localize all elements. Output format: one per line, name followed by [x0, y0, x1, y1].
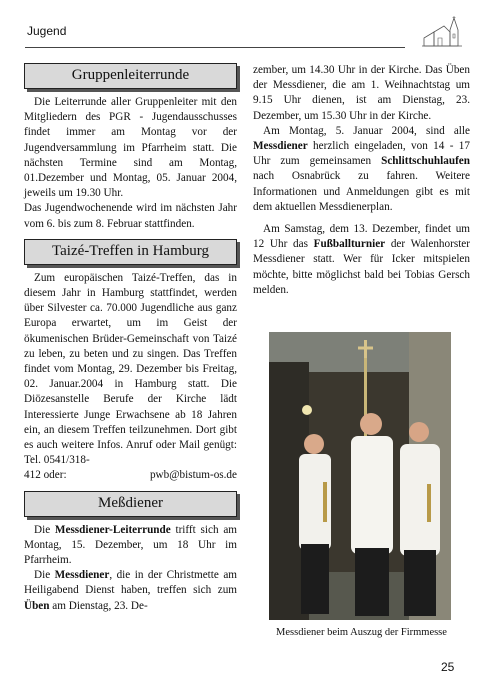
- paragraph: Die Leiterrunde aller Gruppenleiter mit den Mitgliedern des PGR - Jugendausschusses findet immer am Montag vor der Jugendversammlung im Pfarrheim statt. Die nächsten Termine sind am Montag, 01.Dezember und Montag, 05. Januar 2004, jeweils um 19.30 Uhr.: [24, 96, 237, 200]
- paragraph: Zum europäischen Taizé-Treffen, das in diesem Jahr in Hamburg stattfindet, werden über Silvester ca. 70.000 Jugendliche aus ganz Europa erwartet, um im Geist der ökumenischen Brüder-Gemeinschaft von Taizé zu leben, zu beten und zu singen. Das Treffen findet vom Montag, 29. Dezember bis Freitag, 02. Januar.2004 in Hamburg statt. Die Diözesanstelle Berufe der Kirche lädt Interessierte Junge Erwachsene ab 18 Jahren ein, an diesem Treffen teilzunehmen. Dort gibt es auch weitere Infos. Anruf oder Mail genügt: Tel. 0541/318-: [24, 271, 237, 467]
- section-heading-taize: Taizé-Treffen in Hamburg: [24, 239, 237, 265]
- right-column: [253, 63, 470, 298]
- church-logo-icon: [420, 16, 464, 50]
- bold-term: Üben: [24, 599, 50, 612]
- paragraph: Die Messdiener-Leiterrunde trifft sich am Montag, 15. Dezember, um 18 Uhr im Pfarrheim.: [24, 523, 237, 567]
- bold-term: Messdiener-Leiterrunde: [54, 523, 171, 536]
- bold-term: Schlittschuhlaufen: [381, 155, 470, 168]
- contact-line: [24, 468, 237, 483]
- paragraph: zember, um 14.30 Uhr in der Kirche. Das Üben der Messdiener, die am 1. Weihnachtstag um 9.15 Uhr dienen, ist am Dienstag, 23. Dezember, um 15.30 Uhr in der Kirche.: [253, 64, 470, 122]
- paragraph: Am Montag, 5. Januar 2004, sind alle Messdiener herzlich eingeladen, von 14 - 17 Uhr zum gemeinsamen Schlittschuhlaufen nach Osnabrück zu fahren. Weitere Informationen und Anmeldungen gibt es mit dem aktuellen Messdienerplan.: [253, 124, 470, 213]
- section-heading-gruppenleiterrunde: Gruppenleiterrunde: [24, 63, 237, 89]
- page-number: 25: [441, 660, 455, 674]
- section-heading-messdiener: Meßdiener: [24, 491, 237, 517]
- altar-servers-photo: [269, 332, 451, 620]
- left-column: [24, 63, 237, 614]
- contact-email-link[interactable]: pwb@bistum-os.de: [149, 469, 237, 482]
- bold-term: Fußballturnier: [313, 238, 386, 251]
- photo-caption: Messdiener beim Auszug der Firmmesse: [276, 627, 447, 638]
- paragraph: Das Jugendwochenende wird im nächsten Jahr vom 6. bis zum 8. Februar stattfinden.: [24, 202, 237, 230]
- bold-term: Messdiener: [54, 569, 110, 582]
- bold-term: Messdiener: [253, 140, 308, 153]
- contact-number: 412 oder:: [24, 469, 67, 482]
- header-title: Jugend: [27, 24, 67, 38]
- paragraph: Die Messdiener, die in der Christmette am Heiligabend Dienst haben, treffen sich zum Üben am Dienstag, 23. De-: [24, 569, 237, 612]
- paragraph: Am Samstag, dem 13. Dezember, findet um 12 Uhr das Fußballturnier der Walenhorster Messdiener statt. Wer für Icker mitspielen möchte, bitte möglichst bald bei Tobias Gersch melden.: [253, 223, 470, 296]
- header-rule: [25, 47, 405, 48]
